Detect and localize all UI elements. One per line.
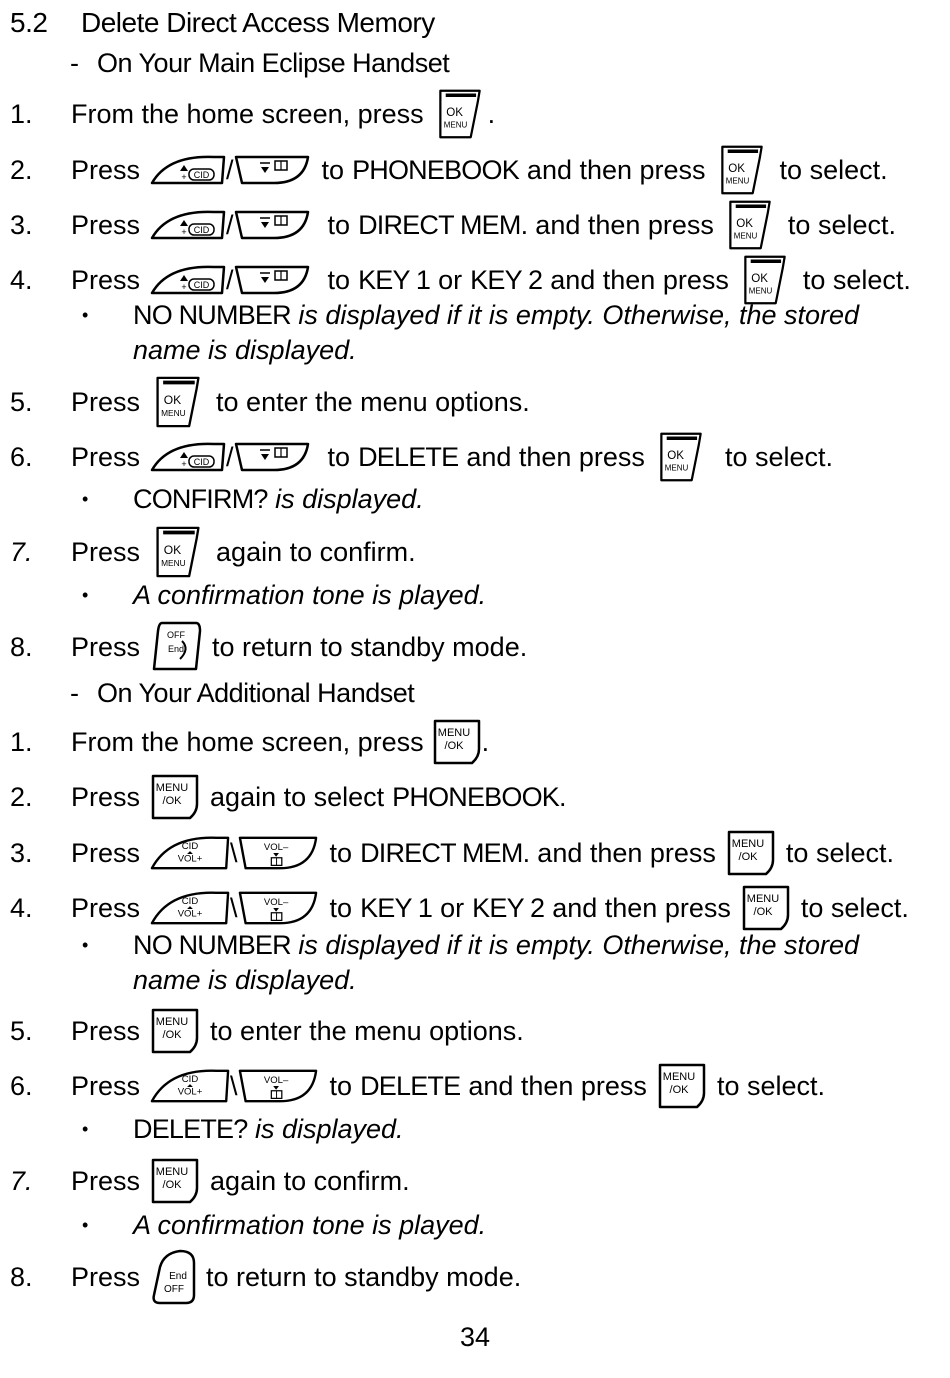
off-end-key-icon: [150, 621, 202, 673]
additional-step-6: 6. Press \ to DELETE and then press to select.: [0, 1061, 950, 1111]
ok-menu-key-icon: [714, 145, 770, 195]
menu-ok-key-icon: [657, 1063, 707, 1109]
additional-step-7: 7. Press again to confirm.: [0, 1156, 950, 1206]
additional-handset-heading-row: - On Your Additional Handset: [70, 677, 415, 708]
section-number: 5.2: [10, 7, 48, 38]
menu-ok-key-icon: [726, 830, 776, 876]
additional-note-4: • NO NUMBER is displayed if it is empty. Otherwise, the stored: [82, 929, 860, 960]
additional-note-7: • A confirmation tone is played.: [82, 1209, 487, 1240]
menu-ok-key-icon: [432, 719, 482, 765]
additional-step-2: 2. Press again to select PHONEBOOK .: [0, 773, 950, 821]
step-text: From the home screen, press: [71, 98, 424, 129]
page-number: 34: [459, 1322, 491, 1352]
additional-step-4: 4. Press \ to KEY 1 or KEY 2 and then press to select.: [0, 883, 950, 933]
main-note-6: • CONFIRM? is displayed.: [82, 483, 424, 514]
ok-menu-key-icon: [150, 376, 206, 428]
cid-vol-up-key-icon: [150, 833, 230, 873]
up-cid-key-icon: [150, 153, 226, 187]
main-handset-heading-row: [0, 46, 950, 80]
additional-step-3: 3. Press \ to DIRECT MEM. and then press to select.: [0, 828, 950, 878]
additional-note-6: • DELETE? is displayed.: [82, 1113, 404, 1144]
main-step-8: 8. Press to return to standby mode.: [0, 620, 950, 674]
main-step-5: 5. Press to enter the menu options.: [0, 376, 950, 428]
main-step-7: 7. Press again to confirm.: [0, 526, 950, 578]
main-note-7: • A confirmation tone is played.: [82, 579, 487, 610]
main-step-4: 4. Press / to KEY 1 or KEY 2 and then press to select.: [0, 255, 950, 305]
cid-vol-up-key-icon: [150, 888, 230, 928]
additional-step-1: 1. From the home screen, press .: [0, 718, 950, 766]
up-cid-key-icon: [150, 263, 226, 297]
additional-note-4-cont: name is displayed.: [133, 964, 357, 995]
dash: -: [70, 47, 79, 78]
section-heading: [0, 6, 950, 40]
main-handset-heading: On Your Main Eclipse Handset: [97, 47, 450, 78]
ok-menu-key-icon: [653, 432, 709, 482]
menu-ok-key-icon: [150, 1158, 200, 1204]
ok-menu-key-icon: [150, 526, 206, 578]
main-note-4-cont: name is displayed.: [133, 334, 357, 365]
down-phonebook-key-icon: [234, 440, 310, 474]
menu-ok-key-icon: [150, 774, 200, 820]
down-phonebook-key-icon: [234, 263, 310, 297]
up-cid-key-icon: [150, 208, 226, 242]
vol-down-phonebook-key-icon: [238, 1066, 318, 1106]
vol-down-phonebook-key-icon: [238, 888, 318, 928]
additional-step-5: 5. Press to enter the menu options.: [0, 1006, 950, 1056]
end-off-key-icon: [150, 1249, 196, 1305]
main-step-1: 1. From the home screen, press .: [0, 90, 950, 138]
ok-menu-key-icon: [722, 200, 778, 250]
section-title: Delete Direct Access Memory: [81, 7, 435, 38]
main-step-3: 3. Press / to DIRECT MEM. and then press to select.: [0, 200, 950, 250]
menu-ok-key-icon: [741, 885, 791, 931]
up-cid-key-icon: [150, 440, 226, 474]
additional-handset-heading: On Your Additional Handset: [97, 677, 415, 708]
main-step-2: 2. Press / to PHONEBOOK and then press to select.: [0, 145, 950, 195]
menu-ok-key-icon: [150, 1008, 200, 1054]
down-phonebook-key-icon: [234, 153, 310, 187]
main-note-4: • NO NUMBER is displayed if it is empty. Otherwise, the stored: [82, 299, 860, 330]
cid-vol-up-key-icon: [150, 1066, 230, 1106]
step-number: 1.: [10, 98, 33, 129]
ok-menu-key-icon: [432, 89, 488, 139]
down-phonebook-key-icon: [234, 208, 310, 242]
vol-down-phonebook-key-icon: [238, 833, 318, 873]
keyword: PHONEBOOK: [352, 154, 519, 185]
main-step-6: 6. Press / to DELETE and then press to select.: [0, 432, 950, 482]
additional-step-8: 8. Press to return to standby mode.: [0, 1248, 950, 1306]
